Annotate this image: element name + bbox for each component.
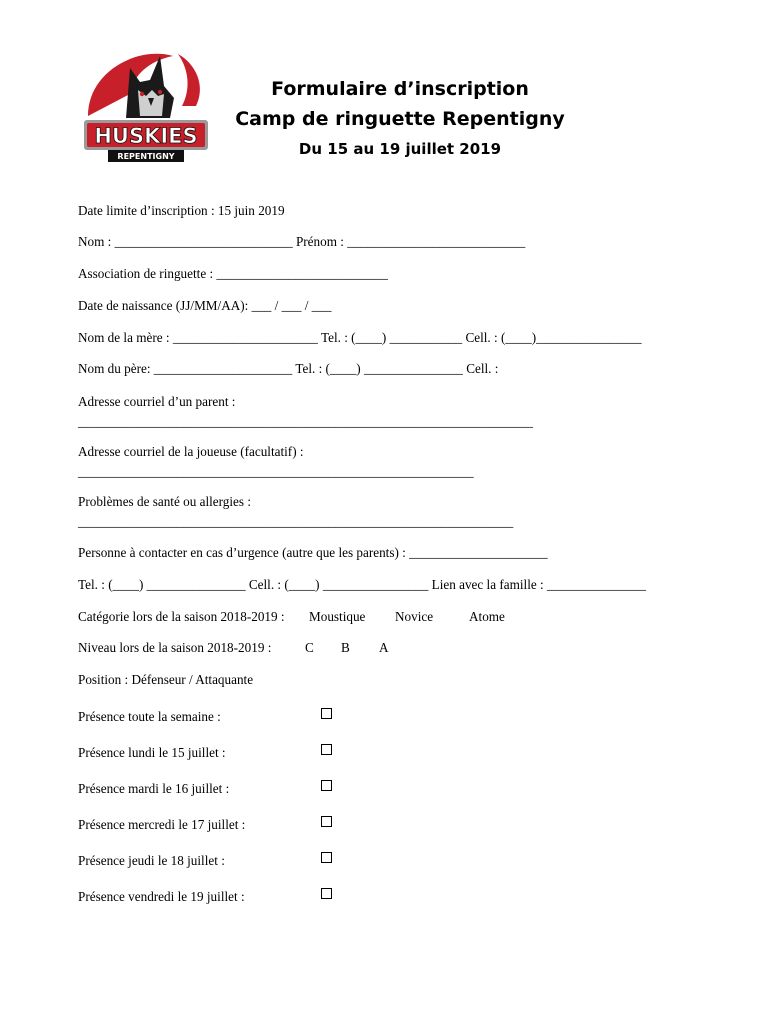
deadline-text: Date limite d’inscription : 15 juin 2019: [78, 203, 285, 218]
attendance-tuesday-checkbox[interactable]: [321, 780, 332, 791]
attendance-wednesday-label: Présence mercredi le 17 juillet :: [78, 817, 246, 832]
category-option-atome[interactable]: Atome: [469, 609, 505, 624]
camp-dates: Du 15 au 19 juillet 2019: [298, 140, 502, 158]
attendance-friday-label: Présence vendredi le 19 juillet :: [78, 889, 245, 904]
attendance-thursday-checkbox[interactable]: [321, 852, 332, 863]
category-label: Catégorie lors de la saison 2018-2019 :: [78, 609, 285, 624]
birthdate-field-line[interactable]: Date de naissance (JJ/MM/AA): ___ / ___ / ___: [78, 298, 332, 313]
player-email-label: Adresse courriel de la joueuse (facultatif) :: [78, 444, 304, 459]
attendance-wednesday-checkbox[interactable]: [321, 816, 332, 827]
category-option-novice[interactable]: Novice: [395, 609, 434, 624]
level-option-a[interactable]: A: [379, 640, 389, 655]
attendance-monday-label: Présence lundi le 15 juillet :: [78, 745, 226, 760]
emergency-phones-line[interactable]: Tel. : (____) _______________ Cell. : (____) ________________ Lien avec la famille : _______________: [78, 577, 646, 592]
husky-logo-icon: [78, 46, 212, 172]
health-blank[interactable]: __________________________________________________________________: [78, 514, 514, 529]
father-field-line[interactable]: Nom du père: _____________________ Tel. : (____) _______________ Cell. :: [78, 361, 499, 376]
attendance-thursday-label: Présence jeudi le 18 juillet :: [78, 853, 225, 868]
level-label: Niveau lors de la saison 2018-2019 :: [78, 640, 272, 655]
category-option-moustique[interactable]: Moustique: [309, 609, 366, 624]
attendance-monday-checkbox[interactable]: [321, 744, 332, 755]
attendance-friday-checkbox[interactable]: [321, 888, 332, 899]
logo-wordmark: HUSKIES: [94, 124, 198, 148]
position-line[interactable]: Position : Défenseur / Attaquante: [78, 672, 254, 687]
level-option-c[interactable]: C: [305, 640, 314, 655]
logo-subtext: REPENTIGNY: [117, 152, 175, 161]
name-field-line[interactable]: Nom : ___________________________ Prénom : ___________________________: [78, 234, 526, 249]
camp-name: Camp de ringuette Repentigny: [235, 108, 565, 130]
mother-field-line[interactable]: Nom de la mère : ______________________ Tel. : (____) ___________ Cell. : (____)________________: [78, 330, 642, 345]
attendance-week-checkbox[interactable]: [321, 708, 332, 719]
association-field-line[interactable]: Association de ringuette : __________________________: [78, 266, 388, 281]
parent-email-blank[interactable]: _____________________________________________________________________: [78, 414, 533, 429]
level-option-b[interactable]: B: [341, 640, 350, 655]
attendance-week-label: Présence toute la semaine :: [78, 709, 221, 724]
form-title: Formulaire d’inscription: [271, 78, 529, 100]
player-email-blank[interactable]: ____________________________________________________________: [78, 464, 474, 479]
parent-email-label: Adresse courriel d’un parent :: [78, 394, 236, 409]
emergency-contact-line[interactable]: Personne à contacter en cas d’urgence (autre que les parents) : _____________________: [78, 545, 548, 560]
health-label: Problèmes de santé ou allergies :: [78, 494, 251, 509]
attendance-tuesday-label: Présence mardi le 16 juillet :: [78, 781, 230, 796]
